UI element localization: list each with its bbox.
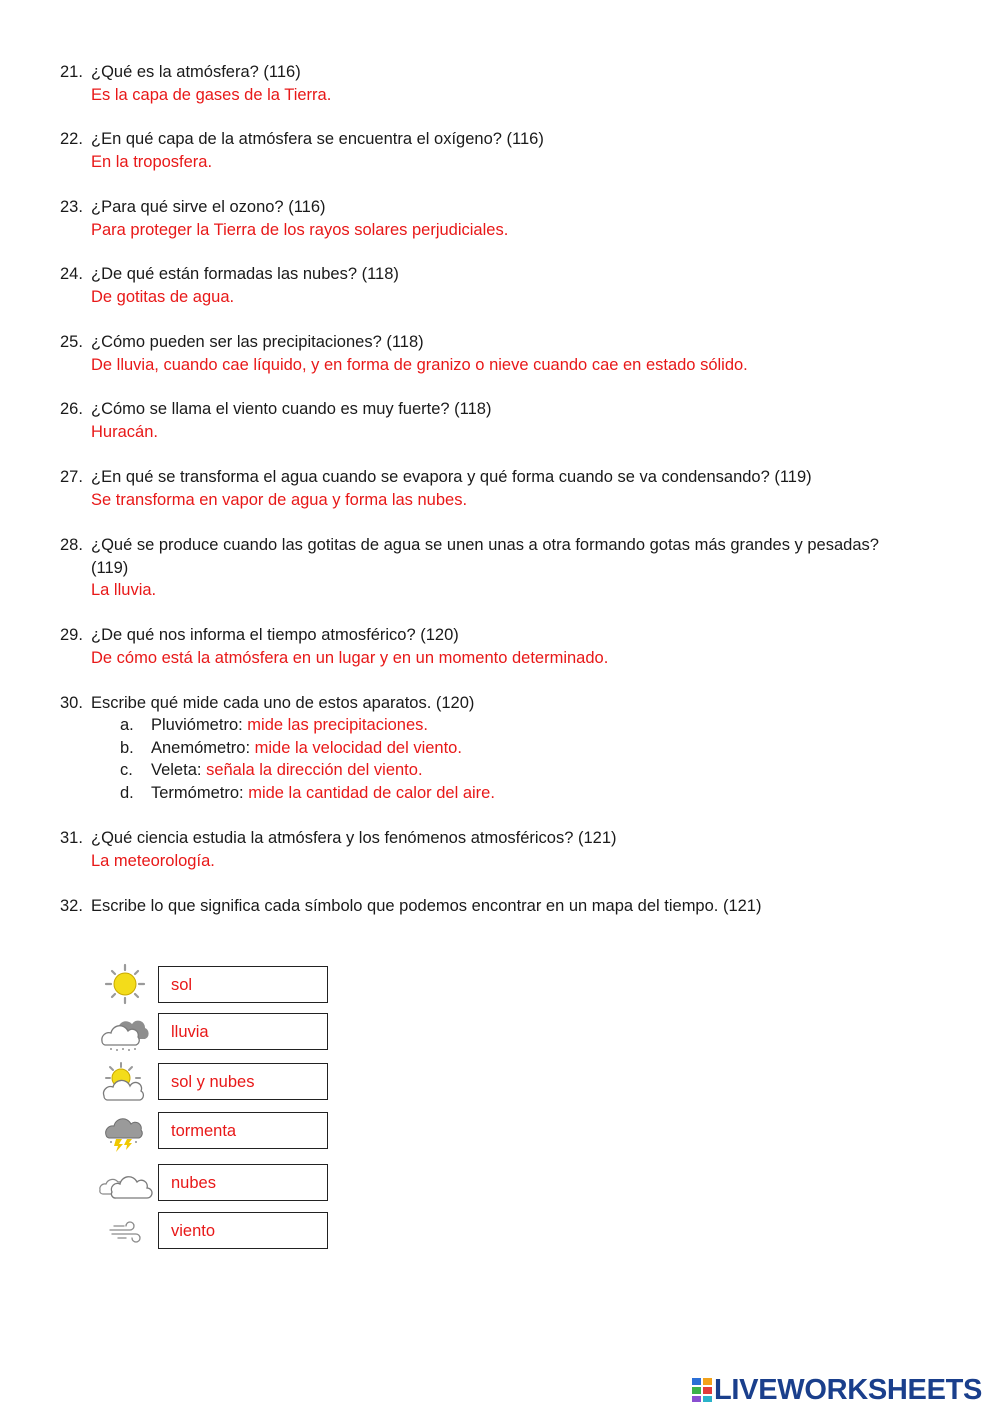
- answer-text: Para proteger la Tierra de los rayos solares perjudiciales.: [91, 220, 509, 239]
- question-31: [60, 827, 960, 872]
- question-21: [60, 61, 960, 106]
- question-number: 31.: [60, 829, 83, 847]
- answer-text: La meteorología.: [91, 851, 215, 870]
- instrument-answer: mide la velocidad del viento.: [254, 739, 462, 757]
- answer-text: De cómo está la atmósfera en un lugar y en un momento determinado.: [91, 648, 609, 667]
- instrument-answer: señala la dirección del viento.: [206, 761, 423, 779]
- item-letter: d.: [120, 784, 134, 802]
- question-22: [60, 128, 960, 173]
- question-text: ¿Qué se produce cuando las gotitas de agua se unen unas a otra formando gotas más grandes y pesadas?: [91, 536, 879, 554]
- question-24: [60, 263, 960, 308]
- question-number: 32.: [60, 897, 83, 915]
- logo-mark-icon: [692, 1378, 712, 1402]
- instrument-item-d: [120, 782, 495, 805]
- question-text: ¿En qué capa de la atmósfera se encuentra el oxígeno? (116): [91, 130, 544, 148]
- answer-text: Es la capa de gases de la Tierra.: [91, 85, 332, 104]
- question-30: [60, 692, 960, 715]
- question-text: ¿Qué es la atmósfera? (116): [91, 63, 301, 81]
- rain-cloud-icon: [96, 1010, 154, 1052]
- answer-text: De lluvia, cuando cae líquido, y en forma de granizo o nieve cuando cae en estado sólido.: [91, 355, 748, 374]
- liveworksheets-logo: [692, 1374, 982, 1406]
- question-28: [60, 534, 960, 602]
- question-number: 25.: [60, 333, 83, 351]
- question-number: 24.: [60, 265, 83, 283]
- answer-text: La lluvia.: [91, 581, 157, 599]
- question-text: ¿Qué ciencia estudia la atmósfera y los fenómenos atmosféricos? (121): [91, 829, 617, 847]
- instrument-item-c: [120, 759, 423, 782]
- question-text: ¿Para qué sirve el ozono? (116): [91, 198, 326, 216]
- instrument-name: Veleta:: [151, 761, 202, 779]
- question-number: 28.: [60, 536, 83, 554]
- symbol-answer-box[interactable]: sol y nubes: [158, 1063, 328, 1100]
- sun-and-cloud-icon: [96, 1062, 154, 1104]
- logo-text: LIVEWORKSHEETS: [714, 1373, 983, 1406]
- symbol-answer-box[interactable]: viento: [158, 1212, 328, 1249]
- symbol-answer-box[interactable]: tormenta: [158, 1112, 328, 1149]
- answer-text: Se transforma en vapor de agua y forma las nubes.: [91, 490, 468, 509]
- sun-icon: [96, 963, 154, 1005]
- question-text: ¿De qué están formadas las nubes? (118): [91, 265, 399, 283]
- item-letter: c.: [120, 761, 133, 779]
- question-number: 26.: [60, 400, 83, 418]
- instrument-name: Termómetro:: [151, 784, 244, 802]
- question-number: 23.: [60, 198, 83, 216]
- question-26: [60, 398, 960, 443]
- answer-text: De gotitas de agua.: [91, 287, 235, 306]
- question-23: [60, 196, 960, 241]
- question-32: [60, 895, 960, 918]
- symbol-answer-box[interactable]: lluvia: [158, 1013, 328, 1050]
- question-text: Escribe qué mide cada uno de estos aparatos. (120): [91, 694, 475, 712]
- instrument-item-a: [120, 714, 428, 737]
- wind-icon: [96, 1210, 154, 1252]
- question-text: ¿En qué se transforma el agua cuando se evapora y qué forma cuando se va condensando? (119): [91, 468, 812, 486]
- instrument-name: Pluviómetro:: [151, 716, 243, 734]
- question-number: 29.: [60, 626, 83, 644]
- symbol-answer-box[interactable]: sol: [158, 966, 328, 1003]
- question-number: 30.: [60, 694, 83, 712]
- question-text: ¿De qué nos informa el tiempo atmosférico? (120): [91, 626, 459, 644]
- instrument-item-b: [120, 737, 462, 760]
- question-27: [60, 466, 960, 511]
- storm-icon: [96, 1111, 154, 1153]
- instrument-name: Anemómetro:: [151, 739, 251, 757]
- question-number: 21.: [60, 63, 83, 81]
- instrument-answer: mide las precipitaciones.: [247, 716, 428, 734]
- question-text-continued: (119): [91, 558, 129, 577]
- instrument-answer: mide la cantidad de calor del aire.: [248, 784, 495, 802]
- item-letter: b.: [120, 739, 134, 757]
- question-25: [60, 331, 960, 376]
- clouds-icon: [96, 1162, 154, 1204]
- question-text: Escribe lo que significa cada símbolo que podemos encontrar en un mapa del tiempo. (121): [91, 897, 762, 915]
- answer-text: En la troposfera.: [91, 152, 213, 171]
- question-number: 22.: [60, 130, 83, 148]
- question-text: ¿Cómo pueden ser las precipitaciones? (118): [91, 333, 424, 351]
- question-text: ¿Cómo se llama el viento cuando es muy fuerte? (118): [91, 400, 492, 418]
- question-29: [60, 624, 960, 669]
- answer-text: Huracán.: [91, 422, 158, 441]
- question-number: 27.: [60, 468, 83, 486]
- symbol-answer-box[interactable]: nubes: [158, 1164, 328, 1201]
- item-letter: a.: [120, 716, 134, 734]
